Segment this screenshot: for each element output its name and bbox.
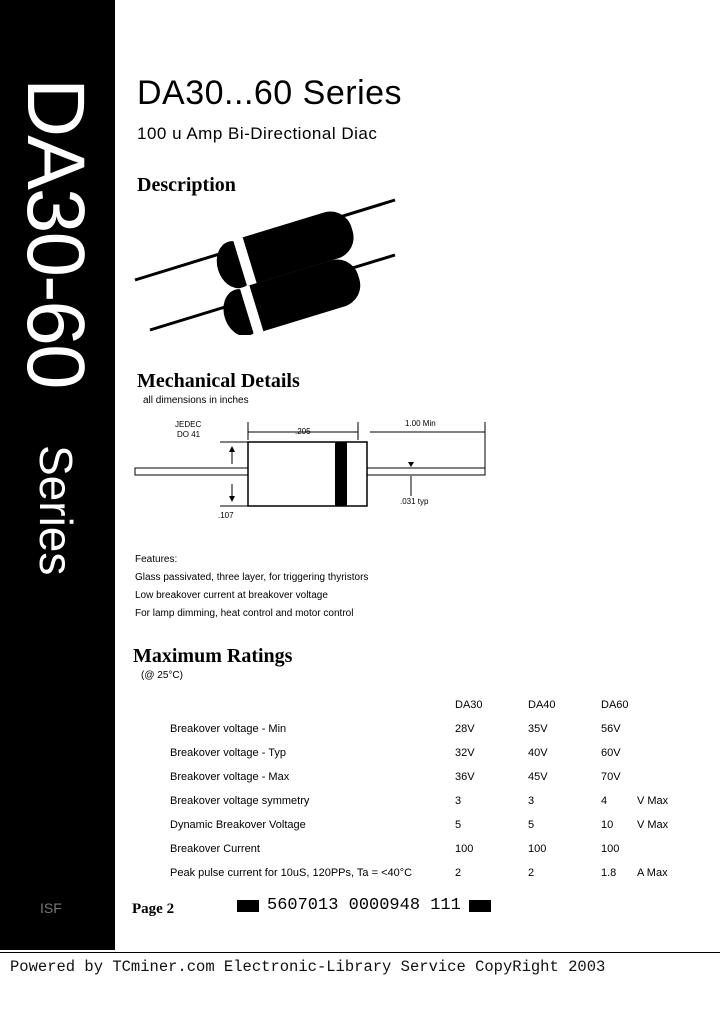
table-cell: V Max (637, 819, 669, 831)
code-block (469, 900, 491, 912)
table-cell: 2 (528, 867, 535, 879)
page-number: Page 2 (132, 901, 175, 917)
divider (0, 952, 720, 953)
table-header-cell (170, 693, 455, 717)
table-cell: 3 (455, 795, 462, 807)
table-row (170, 789, 687, 813)
lead-diameter-label: .031 typ (400, 497, 429, 506)
table-cell: 100 (601, 843, 620, 855)
table-cell: 60V (601, 747, 621, 759)
lead-length-label: 1.00 Min (405, 419, 436, 428)
feature-item: Glass passivated, three layer, for triggering thyristors (135, 572, 369, 583)
sidebar-model-text: DA30-60 (10, 78, 101, 388)
table-cell: V Max (637, 795, 669, 807)
sidebar-banner (0, 0, 115, 950)
ratings-heading: Maximum Ratings (133, 645, 293, 667)
table-cell: Breakover voltage - Typ (170, 747, 286, 759)
description-heading: Description (137, 174, 236, 196)
table-cell: 10 (601, 819, 614, 831)
table-cell: 4 (601, 795, 608, 807)
table-header-cell (637, 693, 687, 717)
table-row (170, 837, 687, 861)
document-code (237, 896, 491, 915)
mechanical-drawing (130, 412, 500, 522)
table-cell: 35V (528, 723, 548, 735)
table-row (170, 741, 687, 765)
table-cell: A Max (637, 867, 668, 879)
ratings-table (170, 693, 687, 885)
features-title: Features: (135, 554, 178, 565)
table-cell: 56V (601, 723, 621, 735)
table-cell (637, 741, 687, 765)
feature-item: Low breakover current at breakover voltage (135, 590, 328, 601)
table-cell (637, 717, 687, 741)
code-block (237, 900, 259, 912)
body-length-label: .205 (295, 427, 311, 436)
copyright-line: Powered by TCminer.com Electronic-Library Service CopyRight 2003 (10, 958, 606, 976)
table-cell: 5 (455, 819, 462, 831)
table-cell: 36V (455, 771, 475, 783)
table-cell: Breakover voltage - Min (170, 723, 287, 735)
table-cell: 40V (528, 747, 548, 759)
page-subtitle: 100 u Amp Bi-Directional Diac (137, 124, 378, 143)
sidebar-series-text: Series (30, 445, 82, 576)
table-cell: 5 (528, 819, 535, 831)
table-header-cell: DA60 (601, 699, 629, 711)
table-cell (637, 837, 687, 861)
table-cell: Breakover Current (170, 843, 260, 855)
features-list (135, 551, 368, 623)
table-cell: 3 (528, 795, 535, 807)
table-row (170, 717, 687, 741)
table-cell: 70V (601, 771, 621, 783)
sidebar-vertical-title (0, 0, 115, 950)
table-cell: 45V (528, 771, 548, 783)
table-row (170, 765, 687, 789)
feature-item: For lamp dimming, heat control and motor control (135, 608, 354, 619)
table-cell: 28V (455, 723, 475, 735)
table-cell: Breakover voltage - Max (170, 771, 290, 783)
table-cell: 32V (455, 747, 475, 759)
ratings-temperature: (@ 25°C) (141, 670, 183, 681)
table-row (170, 813, 687, 837)
table-cell: 100 (455, 843, 474, 855)
dimensions-note: all dimensions in inches (143, 395, 249, 406)
code-text: 5607013 0000948 111 (267, 896, 461, 915)
diac-component-image (130, 195, 400, 335)
table-cell: Dynamic Breakover Voltage (170, 819, 306, 831)
footer-mark: ISF (40, 900, 62, 916)
table-cell: 2 (455, 867, 462, 879)
package-label: DO 41 (177, 430, 201, 439)
table-cell: 100 (528, 843, 547, 855)
table-header-cell: DA40 (528, 699, 556, 711)
table-cell (637, 765, 687, 789)
body-diameter-label: .107 (218, 511, 234, 520)
table-header-cell: DA30 (455, 699, 483, 711)
table-header-row (170, 693, 687, 717)
table-cell: Peak pulse current for 10uS, 120PPs, Ta = <40°C (170, 867, 413, 879)
table-row (170, 861, 687, 885)
jedec-label: JEDEC (175, 420, 202, 429)
table-cell: 1.8 (601, 867, 617, 879)
page-title: DA30...60 Series (137, 74, 403, 112)
table-cell: Breakover voltage symmetry (170, 795, 310, 807)
mechanical-heading: Mechanical Details (137, 370, 300, 392)
